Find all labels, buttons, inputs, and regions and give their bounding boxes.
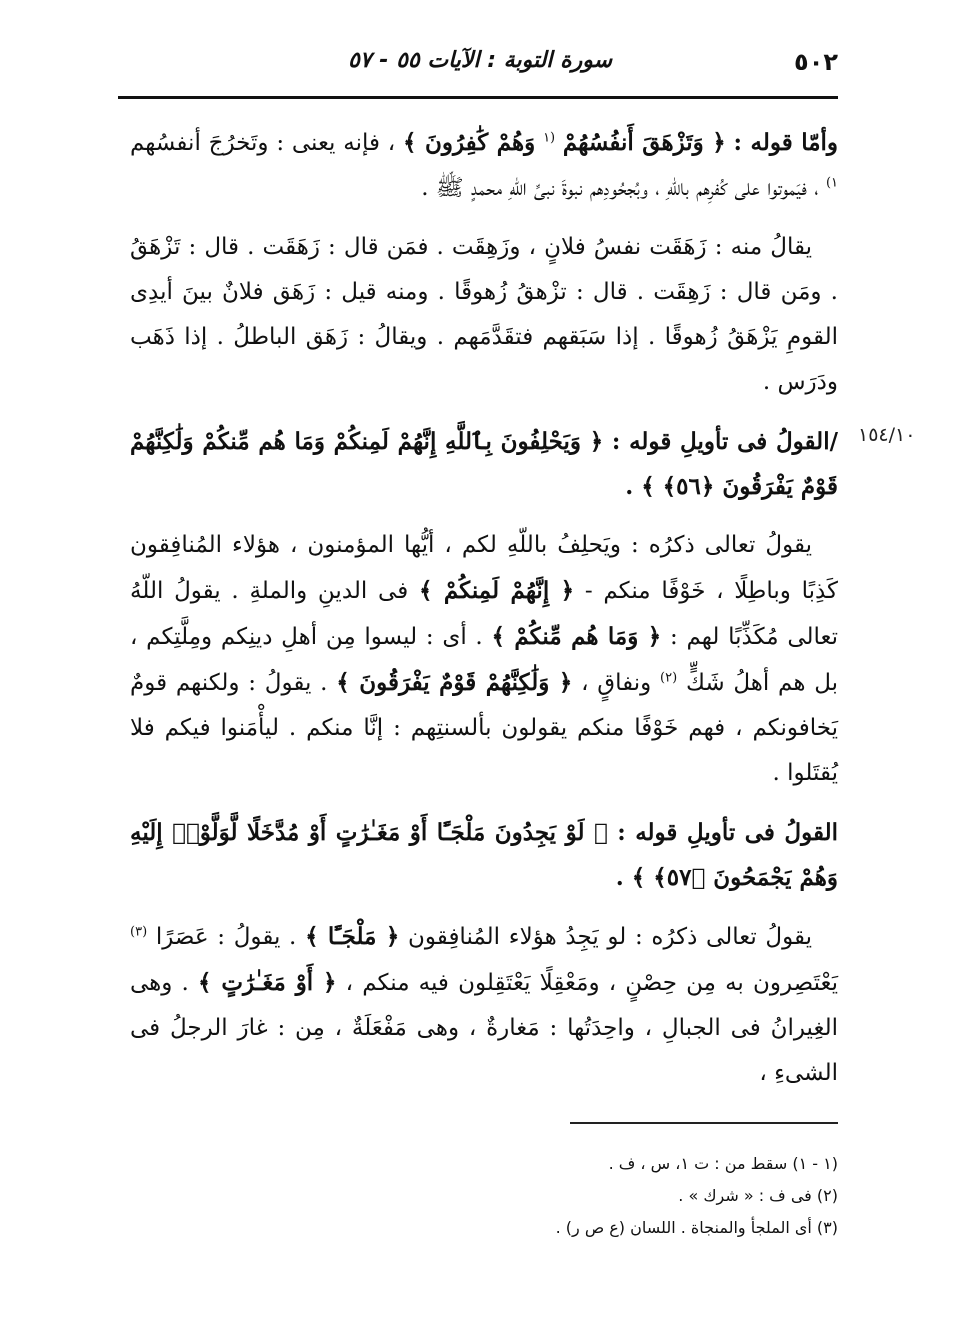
footnotes: [400, 1148, 838, 1244]
quran-quote: ﴿ أَوْ مَغَـٰرَٰتٍ ﴾: [198, 969, 337, 996]
paragraph-text: ، فيَموتوا على كُفرِهم باللّهِ ، وبُجحُودِهم نبوةَ نبىِّ اللّهِ محمدٍ ﷺ .: [421, 175, 819, 201]
header-rule: [118, 96, 838, 99]
paragraph-text: . يقولُ : ولكنهم قومٌ يَخافونكم ، فهم خَوْفًا منكم يقولون بألسنتِهم : إنَّا منكم . ليأْمَنوا فيكم فلا يُقتَلوا .: [130, 670, 838, 786]
footnote-marker: (١: [543, 130, 556, 146]
quran-quote: ﴿ إِنَّهُمْ لَمِنكُمْ ﴾: [418, 577, 575, 604]
page-number: ٥٠٢: [794, 48, 838, 76]
running-title: سورة التوبة : الآيات ٥٥ - ٥٧: [347, 48, 613, 73]
page-header: [120, 40, 838, 90]
paragraph-text: يقولُ تعالى ذكرُه : لو يَجِدُ هؤلاء المُنافِقون: [408, 924, 813, 950]
paragraph-text: . يقولُ : عَصَرًا: [155, 924, 297, 950]
quran-quote: ﴿ وَيَحْلِفُونَ بِٱللَّهِ إِنَّهُمْ لَمِنكُمْ وَمَا هُم مِّنكُمْ وَلَٰكِنَّهُمْ قَوْمٌ يَفْرَقُونَ ﴿٥٦﴾ ﴾ .: [130, 428, 838, 500]
footnote-1: (١ - ١) سقط من : ت ١، س ، ف .: [608, 1154, 838, 1173]
footnote-marker: ١): [825, 175, 838, 191]
quran-quote: ﴿ لَوْ يَجِدُونَ مَلْجَـًٔا أَوْ مَغَـٰرَٰتٍ أَوْ مُدَّخَلًا لَّوَلَّوْا۟ إِلَيْهِ وَهُمْ يَجْمَحُونَ ﴿٥٧﴾ ﴾ .: [130, 819, 838, 891]
paragraph-1: [130, 120, 838, 211]
paragraph-5: [130, 810, 838, 900]
quran-quote: وَهُمْ كَٰفِرُونَ ﴾: [403, 129, 536, 156]
paragraph-text: فى الدينِ والملةِ . يقولُ اللّهُ تعالى مُكَذِّبًا لهم :: [130, 578, 839, 650]
paragraph-6: [130, 914, 838, 1096]
paragraph-2: [130, 225, 838, 405]
footnote-marker: (٢): [660, 670, 678, 686]
quran-quote: ﴿ وَتَزْهَقَ أَنفُسُهُمْ: [562, 129, 726, 156]
footnote-rule: [570, 1122, 838, 1124]
paragraph-text: . أى : ليسوا مِن أهلِ دينِكم ومِلَّتِكم ، بل هم أهلُ شَكٍّ: [130, 624, 839, 696]
paragraph-lead: /القولُ فى تأويلِ قوله :: [611, 428, 838, 455]
paragraph-text: ، فإنه يعنى : وتَخرُجَ أنفسُهم: [130, 130, 396, 156]
paragraph-text: يقولُ تعالى ذكرُه : ويَحلِفُ باللّهِ لكم ، أيُّها المؤمنون ، هؤلاء المُنافِقون كَذِبًا وباطِلًا ، خَوْفًا منكم -: [130, 532, 839, 604]
quran-quote: ﴿ وَمَا هُم مِّنكُمْ ﴾: [491, 623, 662, 650]
margin-reference: ١٥٤/١٠: [858, 424, 916, 446]
paragraph-lead: القولُ فى تأويلِ قوله :: [617, 819, 838, 846]
paragraph-lead: وأمّا قوله :: [733, 129, 839, 156]
footnote-marker: (٣): [130, 924, 148, 940]
footnote-3: (٣) أى الملجأ والمنجاة . اللسان (ع ص ر) .: [555, 1218, 838, 1237]
footnote-2: (٢) فى ف : « شرك » .: [678, 1186, 838, 1205]
quran-quote: ﴿ مَلْجَـًٔا ﴾: [305, 923, 400, 950]
paragraph-4: [130, 523, 838, 796]
body-text: [130, 120, 838, 1110]
paragraph-text: يَعْتَصِرون به مِن حِصْنٍ ، ومَعْقِلًا يَعْتَقِلون فيه منكم ،: [345, 970, 839, 996]
paragraph-text: ونفاقٍ ،: [581, 670, 652, 696]
paragraph-text: يقالُ منه : زَهَقَت نفسُ فلانٍ ، وزَهِقَت . فمَن قال : زَهَقَت . قال : تَزْهَقُ . ومَن قال : زَهِقَت . قال : تزْهقُ زُهوقًا . ومنه قيل : زَهَق فلانٌ بينَ أيدِى القومِ يَزْهَقُ زُهوقًا . إذا سَبَقهم فتقَدَّمَهم . ويقالُ : زَهَق الباطلُ . إذا ذَهَب ودَرَس .: [130, 234, 838, 395]
paragraph-3: [130, 419, 838, 509]
quran-quote: ﴿ وَلَٰكِنَّهُمْ قَوْمٌ يَفْرَقُونَ ﴾: [336, 669, 573, 696]
paragraph-text: . وهى الغِيرانُ فى الجبالِ ، واحِدَتُها : مَغارةٌ ، وهى مَفْعَلَةٌ ، مِن : غارَ الرجلُ فى الشىءِ ،: [130, 970, 838, 1086]
